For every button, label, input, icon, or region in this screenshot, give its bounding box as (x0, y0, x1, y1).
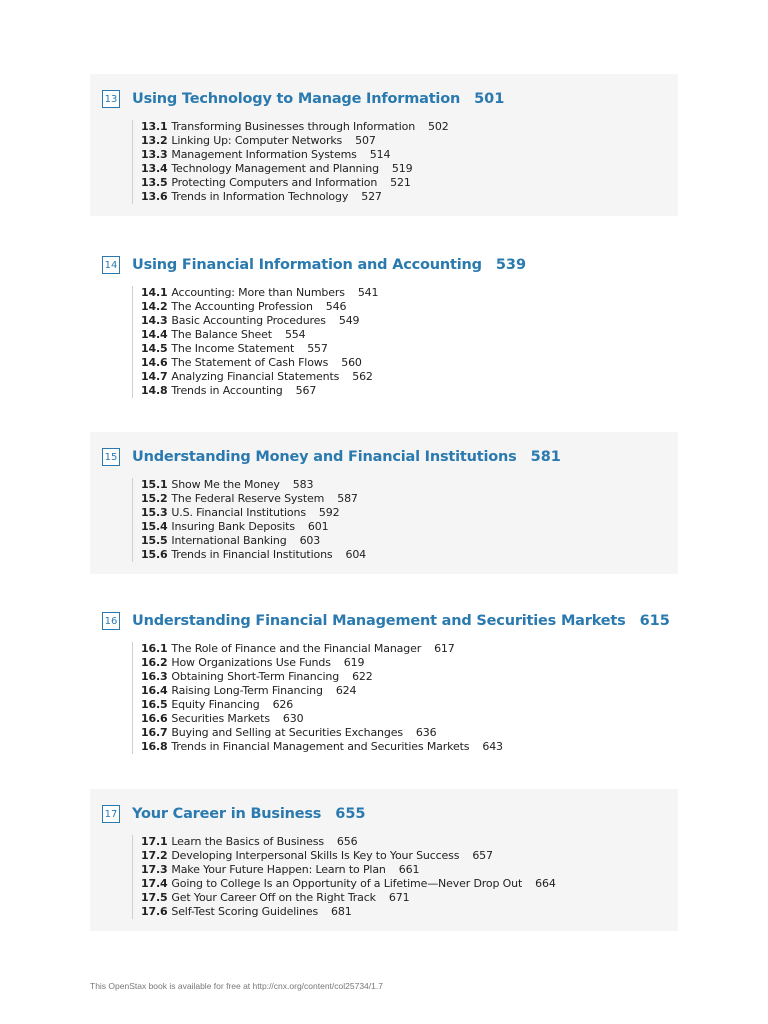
section-entry[interactable] (141, 300, 678, 314)
chapter-block (90, 240, 678, 410)
chapter-page-number: 501 (474, 91, 505, 107)
section-title[interactable]: The Role of Finance and the Financial Manager (171, 642, 422, 655)
chapter-title[interactable]: Using Technology to Manage Information (132, 91, 461, 107)
section-title[interactable]: The Income Statement (171, 342, 295, 355)
page-footer: This OpenStax book is available for free at http://cnx.org/content/col25734/1.7 (90, 981, 383, 991)
section-number: 15.6 (141, 548, 168, 561)
section-number: 14.4 (141, 328, 168, 341)
section-list (132, 286, 678, 398)
section-number: 13.6 (141, 190, 168, 203)
section-list (132, 642, 678, 754)
section-list (132, 478, 678, 562)
section-entry[interactable] (141, 148, 678, 162)
section-title[interactable]: Basic Accounting Procedures (171, 314, 326, 327)
section-number: 16.8 (141, 740, 168, 753)
section-entry[interactable] (141, 642, 678, 656)
section-page-number: 519 (391, 162, 413, 175)
section-number: 16.4 (141, 684, 168, 697)
section-page-number: 587 (337, 492, 358, 505)
section-page-number: 546 (325, 300, 347, 313)
section-entry[interactable] (141, 356, 678, 370)
section-title[interactable]: Buying and Selling at Securities Exchanges (171, 726, 403, 739)
section-title[interactable]: Going to College Is an Opportunity of a Lifetime—Never Drop Out (171, 877, 523, 890)
section-title[interactable]: Show Me the Money (171, 478, 280, 491)
section-entry[interactable] (141, 478, 678, 492)
section-page-number: 664 (535, 877, 556, 890)
section-entry[interactable] (141, 712, 678, 726)
chapter-block (90, 596, 678, 766)
section-entry[interactable] (141, 190, 678, 204)
section-title[interactable]: Trends in Information Technology (171, 190, 349, 203)
section-entry[interactable] (141, 905, 678, 919)
section-number: 16.2 (141, 656, 168, 669)
section-entry[interactable] (141, 698, 678, 712)
section-title[interactable]: Equity Financing (171, 698, 260, 711)
section-title[interactable]: U.S. Financial Institutions (171, 506, 306, 519)
section-title[interactable]: The Federal Reserve System (171, 492, 325, 505)
section-entry[interactable] (141, 162, 678, 176)
chapter-number-badge: 14 (102, 256, 120, 274)
section-title[interactable]: Insuring Bank Deposits (171, 520, 295, 533)
section-page-number: 583 (292, 478, 314, 491)
section-number: 17.3 (141, 863, 168, 876)
section-page-number: 630 (282, 712, 304, 725)
chapter-heading[interactable] (102, 610, 678, 632)
chapter-block (90, 789, 678, 931)
section-entry[interactable] (141, 134, 678, 148)
section-title[interactable]: Get Your Career Off on the Right Track (171, 891, 376, 904)
section-title[interactable]: Trends in Accounting (171, 384, 283, 397)
section-page-number: 507 (355, 134, 376, 147)
chapter-page-number: 655 (335, 806, 366, 822)
section-entry[interactable] (141, 684, 678, 698)
section-title[interactable]: Learn the Basics of Business (171, 835, 324, 848)
section-title[interactable]: Accounting: More than Numbers (171, 286, 345, 299)
section-page-number: 567 (295, 384, 317, 397)
chapter-number-badge: 17 (102, 805, 120, 823)
section-entry[interactable] (141, 314, 678, 328)
section-title[interactable]: How Organizations Use Funds (171, 656, 331, 669)
section-page-number: 554 (284, 328, 306, 341)
section-entry[interactable] (141, 176, 678, 190)
section-page-number: 626 (272, 698, 294, 711)
section-entry[interactable] (141, 520, 678, 534)
section-title[interactable]: Securities Markets (171, 712, 270, 725)
section-title[interactable]: The Balance Sheet (171, 328, 272, 341)
section-entry[interactable] (141, 342, 678, 356)
section-number: 17.2 (141, 849, 168, 862)
section-number: 16.7 (141, 726, 168, 739)
section-page-number: 617 (434, 642, 455, 655)
section-page-number: 514 (369, 148, 391, 161)
section-entry[interactable] (141, 863, 678, 877)
section-entry[interactable] (141, 548, 678, 562)
section-entry[interactable] (141, 726, 678, 740)
section-page-number: 657 (472, 849, 493, 862)
section-page-number: 527 (361, 190, 382, 203)
section-list (132, 835, 678, 919)
section-page-number: 592 (318, 506, 340, 519)
section-title[interactable]: The Statement of Cash Flows (171, 356, 329, 369)
section-number: 14.7 (141, 370, 168, 383)
section-title[interactable]: Technology Management and Planning (171, 162, 379, 175)
section-page-number: 502 (428, 120, 449, 133)
section-list (132, 120, 678, 204)
chapter-number-badge: 16 (102, 612, 120, 630)
section-page-number: 601 (307, 520, 329, 533)
section-number: 14.5 (141, 342, 168, 355)
section-title[interactable]: Obtaining Short-Term Financing (171, 670, 340, 683)
section-number: 16.3 (141, 670, 168, 683)
chapter-block (90, 74, 678, 216)
section-entry[interactable] (141, 534, 678, 548)
section-title[interactable]: International Banking (171, 534, 287, 547)
section-number: 17.5 (141, 891, 168, 904)
section-title[interactable]: Trends in Financial Institutions (171, 548, 333, 561)
section-title[interactable]: Analyzing Financial Statements (171, 370, 340, 383)
section-number: 17.6 (141, 905, 168, 918)
section-number: 16.6 (141, 712, 168, 725)
section-page-number: 549 (338, 314, 360, 327)
section-entry[interactable] (141, 849, 678, 863)
section-entry[interactable] (141, 328, 678, 342)
chapter-heading[interactable] (102, 803, 678, 825)
section-number: 13.1 (141, 120, 168, 133)
section-page-number: 656 (336, 835, 358, 848)
section-number: 17.1 (141, 835, 168, 848)
section-page-number: 560 (341, 356, 362, 369)
section-number: 15.3 (141, 506, 168, 519)
section-number: 13.5 (141, 176, 168, 189)
section-entry[interactable] (141, 670, 678, 684)
chapter-number-badge: 15 (102, 448, 120, 466)
section-entry[interactable] (141, 286, 678, 300)
section-number: 13.4 (141, 162, 168, 175)
section-page-number: 643 (482, 740, 503, 753)
section-entry[interactable] (141, 877, 678, 891)
section-page-number: 557 (307, 342, 328, 355)
section-page-number: 636 (415, 726, 437, 739)
section-number: 13.3 (141, 148, 168, 161)
section-entry[interactable] (141, 384, 678, 398)
chapter-heading[interactable] (102, 446, 678, 468)
section-page-number: 622 (352, 670, 373, 683)
chapter-page-number: 581 (530, 449, 561, 465)
chapter-page-number: 539 (495, 257, 527, 273)
chapter-number-badge: 13 (102, 90, 120, 108)
section-number: 14.3 (141, 314, 168, 327)
section-page-number: 619 (343, 656, 365, 669)
section-title[interactable]: Developing Interpersonal Skills Is Key to Your Success (171, 849, 460, 862)
section-page-number: 661 (398, 863, 420, 876)
chapter-page-number: 615 (639, 613, 670, 629)
section-number: 14.1 (141, 286, 168, 299)
section-page-number: 562 (352, 370, 373, 383)
section-title[interactable]: Make Your Future Happen: Learn to Plan (171, 863, 386, 876)
section-number: 15.1 (141, 478, 168, 491)
section-number: 13.2 (141, 134, 168, 147)
chapter-heading[interactable] (102, 254, 678, 276)
section-entry[interactable] (141, 370, 678, 384)
section-number: 14.8 (141, 384, 168, 397)
chapter-heading[interactable] (102, 88, 678, 110)
section-number: 16.1 (141, 642, 168, 655)
section-page-number: 541 (357, 286, 379, 299)
section-page-number: 681 (331, 905, 352, 918)
chapter-title[interactable]: Understanding Financial Management and Securities Markets (132, 613, 626, 629)
chapter-title[interactable]: Using Financial Information and Accounting (132, 257, 482, 273)
section-number: 15.2 (141, 492, 168, 505)
section-title[interactable]: Raising Long-Term Financing (171, 684, 323, 697)
section-title[interactable]: Linking Up: Computer Networks (171, 134, 343, 147)
section-title[interactable]: The Accounting Profession (171, 300, 313, 313)
section-page-number: 624 (335, 684, 357, 697)
section-entry[interactable] (141, 891, 678, 905)
section-entry[interactable] (141, 835, 678, 849)
section-title[interactable]: Trends in Financial Management and Securities Markets (171, 740, 470, 753)
section-title[interactable]: Protecting Computers and Information (171, 176, 378, 189)
section-entry[interactable] (141, 506, 678, 520)
section-page-number: 521 (390, 176, 411, 189)
chapter-block (90, 432, 678, 574)
section-title[interactable]: Transforming Businesses through Information (171, 120, 416, 133)
section-page-number: 603 (299, 534, 321, 547)
chapter-title[interactable]: Your Career in Business (132, 806, 322, 822)
section-number: 15.4 (141, 520, 168, 533)
section-entry[interactable] (141, 656, 678, 670)
section-number: 15.5 (141, 534, 168, 547)
section-number: 14.6 (141, 356, 168, 369)
chapter-title[interactable]: Understanding Money and Financial Institutions (132, 449, 517, 465)
section-entry[interactable] (141, 492, 678, 506)
section-page-number: 604 (345, 548, 367, 561)
section-number: 14.2 (141, 300, 168, 313)
section-entry[interactable] (141, 120, 678, 134)
section-entry[interactable] (141, 740, 678, 754)
section-page-number: 671 (388, 891, 410, 904)
section-title[interactable]: Self-Test Scoring Guidelines (171, 905, 319, 918)
section-number: 17.4 (141, 877, 168, 890)
section-title[interactable]: Management Information Systems (171, 148, 357, 161)
section-number: 16.5 (141, 698, 168, 711)
